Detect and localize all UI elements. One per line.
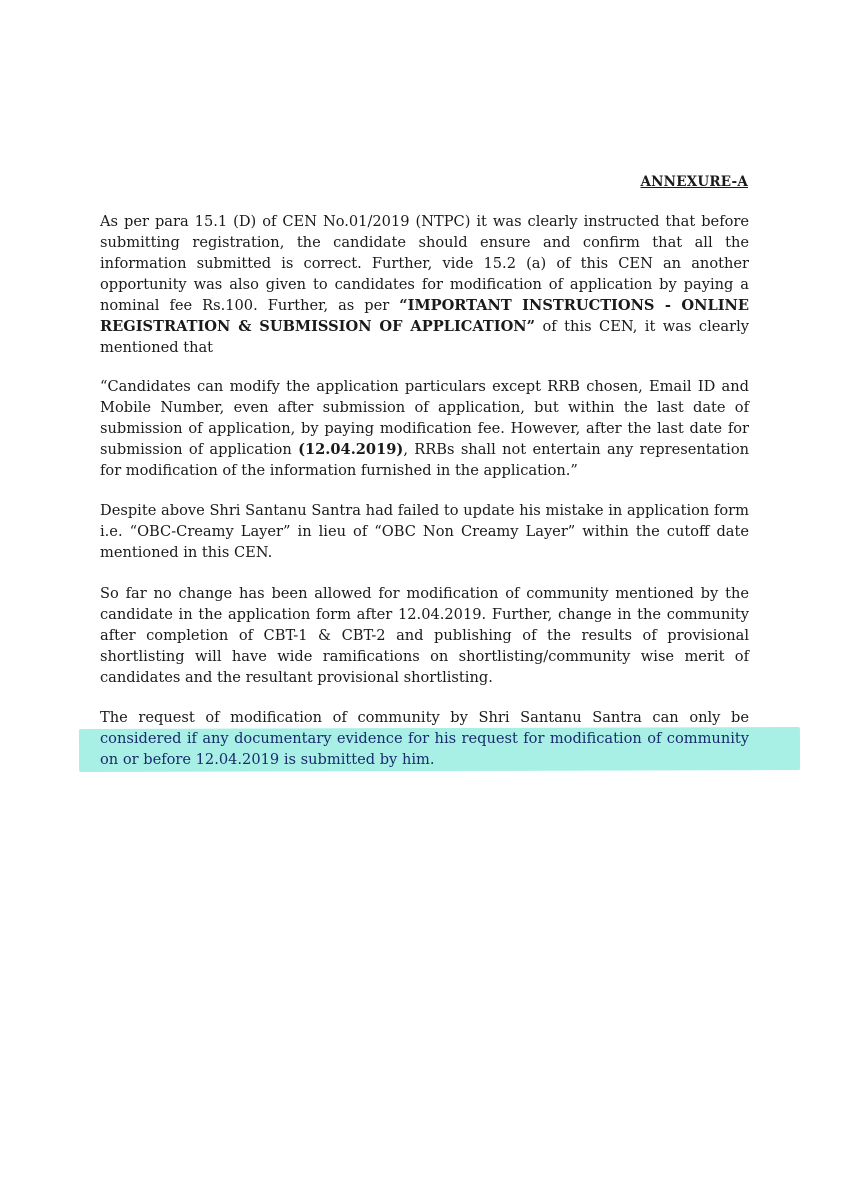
highlighted-text: considered if any documentary evidence for his request for modification of community on or before 12.04.2019 is submitted by him. <box>100 730 749 768</box>
bold-date: (12.04.2019) <box>298 441 404 458</box>
bold-instructions-title: “IMPORTANT INSTRUCTIONS - ONLINE REGISTRATION & SUBMISSION OF APPLICATION” <box>100 297 749 335</box>
paragraph-text: As per para 15.1 (D) of CEN No.01/2019 (NTPC) it was clearly instructed that before submitting registration, the candidate should ensure and confirm that all the information submitted is correct. Further, vide 15.2 (a) of this CEN an another opportunity was also given to candidates for modification of application by paying a nominal fee Rs.100. Further, as per <box>100 213 749 314</box>
paragraph-no-change: So far no change has been allowed for modification of community mentioned by the candidate in the application form after 12.04.2019. Further, change in the community after completion of CBT-1 & CBT-2 and publishing of the results of provisional shortlisting will have wide ramifications on shortlisting/community wise merit of candidates and the resultant provisional shortlisting. <box>100 585 749 686</box>
paragraph-instructions <box>100 211 749 358</box>
annexure-heading: ANNEXURE-A <box>640 174 748 190</box>
paragraph-quote <box>100 376 749 481</box>
paragraph-mistake: Despite above Shri Santanu Santra had failed to update his mistake in application form i.e. “OBC-Creamy Layer” in lieu of “OBC Non Creamy Layer” within the cutoff date mentioned in this CEN. <box>100 502 749 561</box>
paragraph-text: “Candidates can modify the application particulars except RRB chosen, Email ID and Mobile Number, even after submission of application, but within the last date of submission of application, by paying modification fee. However, after the last date for submission of application <box>100 378 749 458</box>
paragraph-text: of this CEN, it was clearly mentioned that <box>100 318 749 356</box>
paragraph-text: , RRBs shall not entertain any representation for modification of the information furnished in the application.” <box>100 441 750 479</box>
paragraph-request <box>100 707 749 770</box>
paragraph-text: The request of modification of community by Shri Santanu Santra can only be <box>100 709 749 726</box>
